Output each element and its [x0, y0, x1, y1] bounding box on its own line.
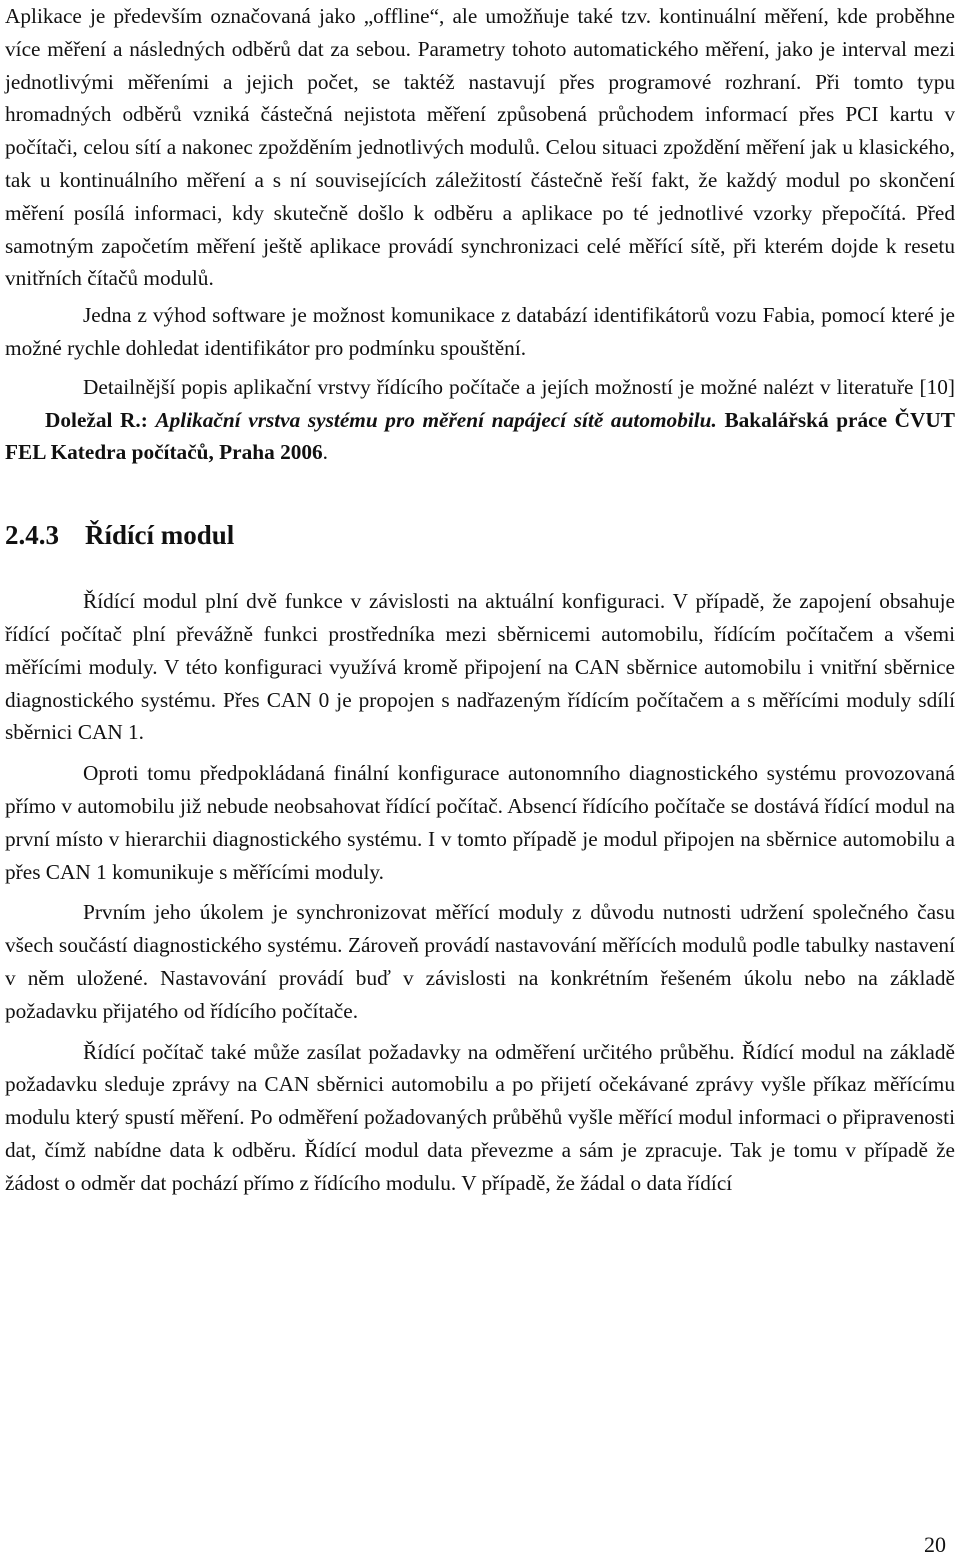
reference-lead: Detailnější popis aplikační vrstvy řídícího počítače a jejích možností je možné nalézt v literatuře [10] [83, 374, 955, 399]
paragraph-measurement-requests: Řídící počítač také může zasílat požadavky na odměření určitého průběhu. Řídící modul na základě požadavku sleduje zprávy na CAN sběrnici automobilu a po přijetí očekávané zprávy vyšle příkaz měřícímu modulu který spustí měření. Po odměření požadovaných průběhů vyšle měřící modul informaci o připravenosti dat, čímž nabídne data k odběru. Řídící modul data převezme a sám je zpracuje. Tak je tomu v případě že žádost o odměr dat pochází přímo z řídícího modulu. V případě, že žádal o data řídící [5, 1039, 955, 1195]
section-number: 2.4.3 [5, 520, 59, 551]
reference-author: Doležal R.: [45, 407, 148, 432]
paragraph-final-configuration: Oproti tomu předpokládaná finální konfigurace autonomního diagnostického systému provozovaná přímo v automobilu již nebude neobsahovat řídící počítač. Absencí řídícího počítače se dostává řídící modul na první místo v hierarchii diagnostického systému. I v tomto případě je modul připojen na sběrnice automobilu a přes CAN 1 komunikuje s měřícími moduly. [5, 761, 955, 884]
paragraph-continuous-measurement: Aplikace je především označovaná jako „offline“, ale umožňuje také tzv. kontinuální měření, kde proběhne více měření a následných odběrů dat za sebou. Parametry tohoto automatického měření, jako je interval mezi jednotlivými měřeními a jejich počet, se taktéž nastavují přes programové rozhraní. Při tomto typu hromadných odběrů vzniká částečná nejistota měření způsobená průchodem informací přes PCI kartu v počítači, celou sítí a nakonec zpožděním jednotlivých modulů. Celou situaci zpoždění měření jak u klasického, tak u kontinuálního měření a s ní souvisejících záležitostí částečně řeší fakt, že každý modul po skončení měření posílá informaci, kdy skutečně došlo k odběru a aplikace po té jednotlivé vzorky přepočítá. Před samotným započetím měření ještě aplikace provádí synchronizaci celé měřící sítě, při kterém dojde k resetu vnitřních čítačů modulů. [5, 4, 955, 291]
reference-end: . [322, 440, 328, 465]
section-title: Řídící modul [85, 520, 235, 551]
section-heading [5, 515, 955, 555]
paragraph-control-module-functions: Řídící modul plní dvě funkce v závislosti na aktuální konfiguraci. V případě, že zapojení obsahuje řídící počítač plní převážně funkci prostředníka mezi sběrnicemi automobilu, řídícím počítačem a všemi měřícími moduly. V této konfiguraci využívá kromě připojení na CAN sběrnice automobilu i vnitřní sběrnice diagnostického systému. Přes CAN 0 je propojen s nadřazeným řídícím počítačem a s měřícími moduly sdílí sběrnici CAN 1. [5, 589, 955, 745]
paragraph-synchronization: Prvním jeho úkolem je synchronizovat měřící moduly z důvodu nutnosti udržení společného času všech součástí diagnostického systému. Zároveň provádí nastavování měřících modulů podle tabulky nastavení v něm uložené. Nastavování provádí buď v závislosti na konkrétním řešeném úkolu nebo na základě požadavku přijatého od řídícího počítače. [5, 900, 955, 1023]
reference-title: Aplikační vrstva systému pro měření napájecí sítě automobilu. [155, 407, 717, 432]
paragraph-reference [5, 371, 955, 469]
paragraph-database-identifiers: Jedna z výhod software je možnost komunikace z databází identifikátorů vozu Fabia, pomocí které je možné rychle dohledat identifikátor pro podmínku spouštění. [5, 303, 955, 360]
page-number: 20 [924, 1532, 946, 1557]
reference-publisher: Bakalářská práce ČVUT FEL Katedra počítačů, Praha 2006 [5, 407, 955, 465]
document-page [5, 0, 955, 1200]
